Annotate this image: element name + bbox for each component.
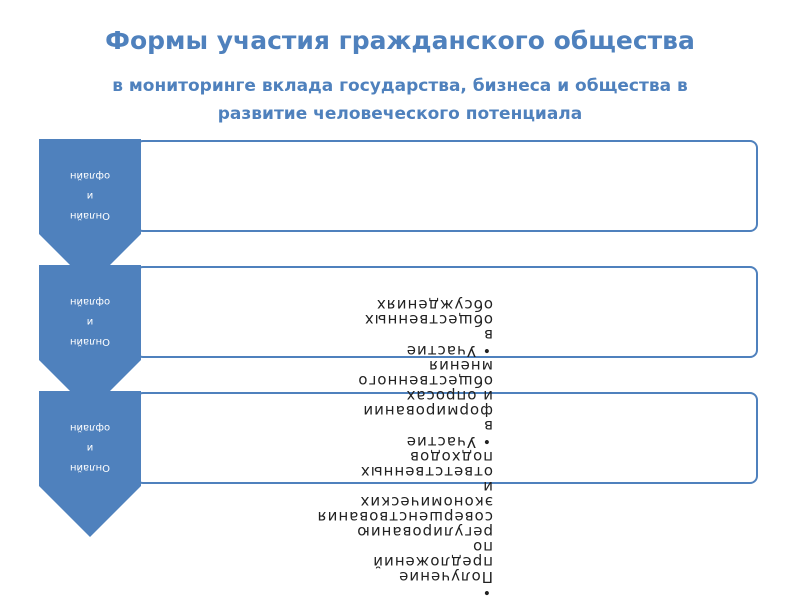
text-box-1[interactable]	[135, 140, 758, 232]
text-box-3[interactable]	[135, 392, 758, 484]
arrow-label-1-line-1: Онлайн	[70, 210, 110, 221]
chevron-arrow-3	[39, 391, 141, 537]
overflow-bullet-1-text: Получение предложений по регулированию совершенствования экономических и ответственных подходов	[316, 448, 493, 586]
arrow-label-3-line-2: и	[86, 442, 94, 453]
overflow-bullet-2-text: Участие в формировании и опросах общественного мнения	[357, 357, 493, 451]
chevron-arrow-1	[39, 139, 141, 285]
subtitle-line-2: развитие человеческого потенциала	[217, 104, 583, 124]
arrow-label-3-line-1: Онлайн	[70, 462, 110, 473]
bullet-icon: •	[481, 342, 491, 358]
arrow-label-2-line-2: и	[86, 316, 94, 327]
arrow-label-3-line-3: офлайн	[69, 422, 111, 433]
text-box-2[interactable]	[135, 266, 758, 358]
slide-title: Формы участия гражданского общества	[105, 26, 695, 55]
arrow-label-1-line-3: офлайн	[69, 170, 111, 181]
slide-subtitle	[0, 72, 800, 128]
bullet-icon: •	[481, 584, 491, 600]
bullet-icon: •	[481, 433, 491, 449]
arrow-label-1-line-2: и	[86, 190, 94, 201]
overflow-bullet-3-text: Участие в общественных обсуждениях	[363, 296, 493, 360]
subtitle-line-1: в мониторинге вклада государства, бизнеса и общества в	[112, 76, 688, 96]
arrow-label-2-line-3: офлайн	[69, 296, 111, 307]
arrow-label-2-line-1: Онлайн	[70, 336, 110, 347]
chevron-arrow-2	[39, 265, 141, 411]
